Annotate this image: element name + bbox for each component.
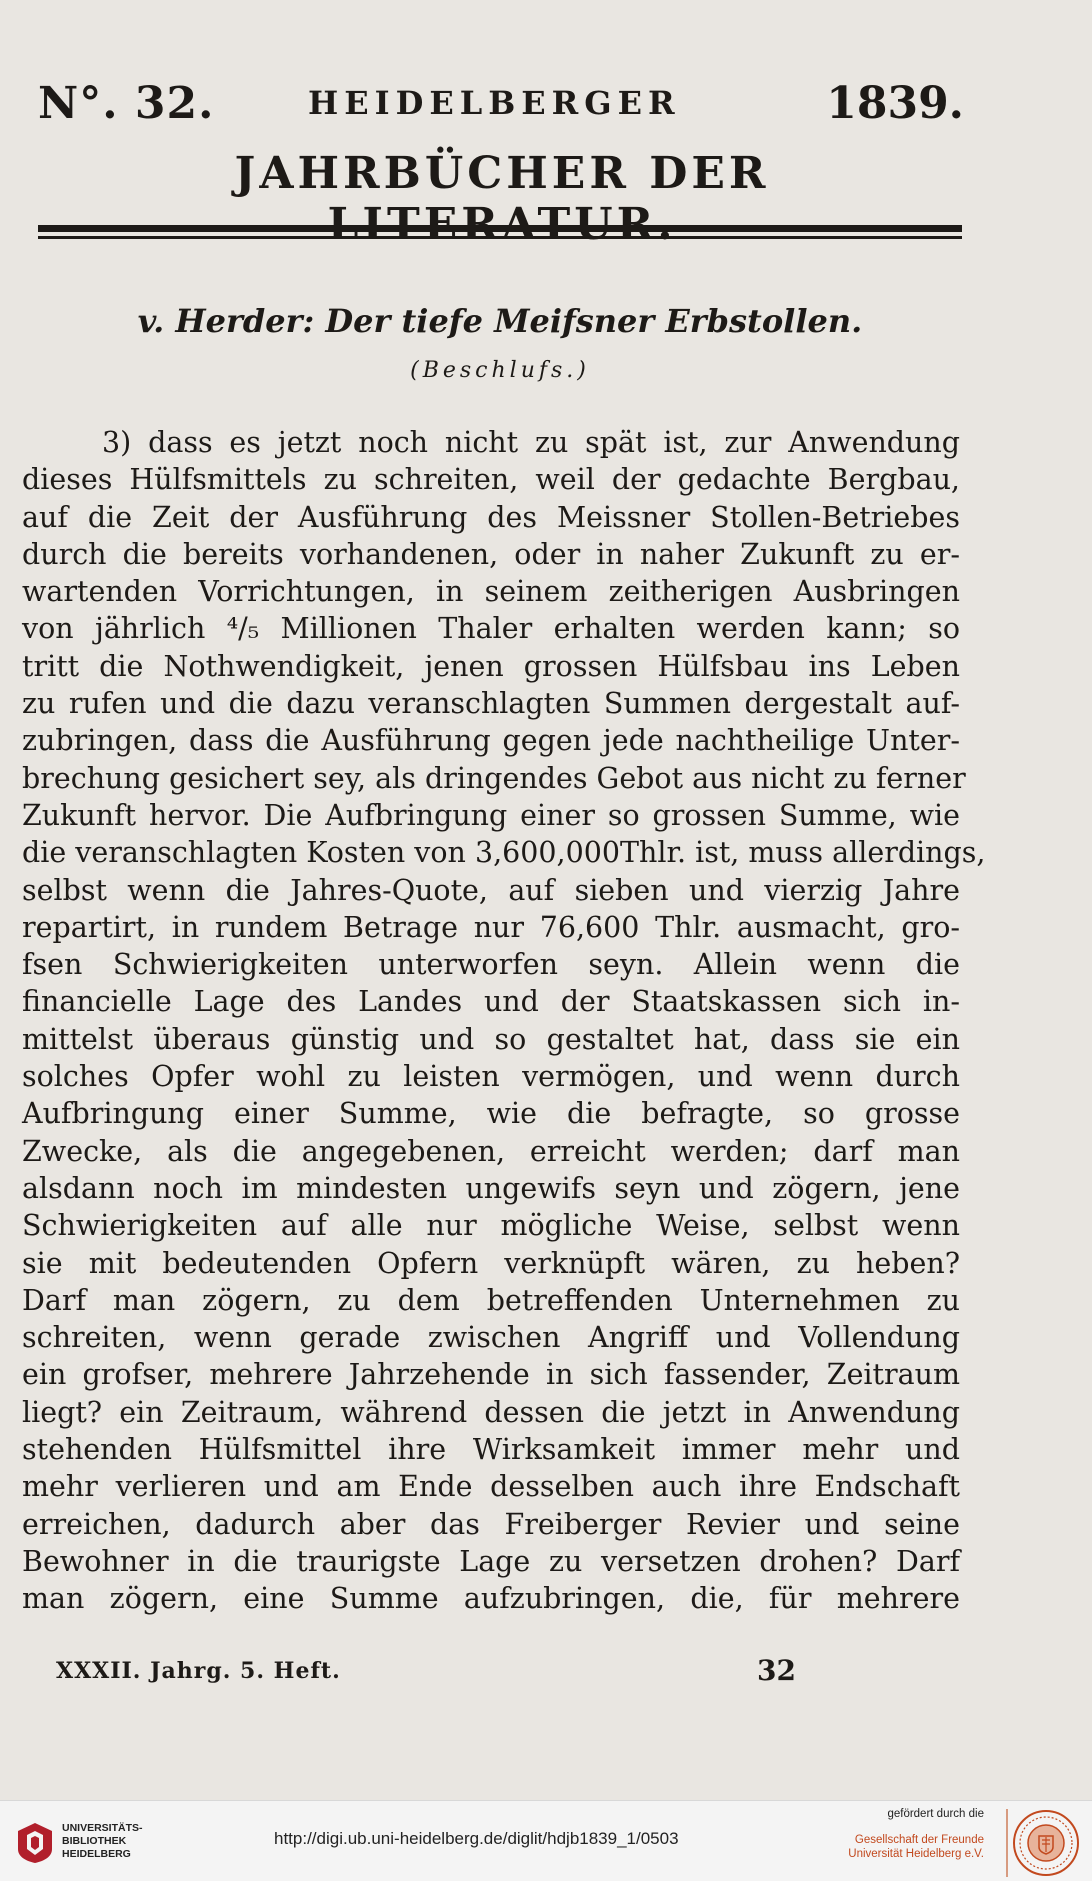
text-line: selbst wenn die Jahres-Quote, auf sieben und vierzig Jahre <box>22 873 960 907</box>
header-year: 1839. <box>826 78 964 129</box>
article-body <box>22 424 986 1618</box>
university-seal-icon <box>1012 1809 1080 1877</box>
sponsor-lead: gefördert durch die <box>887 1808 984 1820</box>
text-line: Aufbringung einer Summe, wie die befragte, so grosse <box>22 1097 960 1131</box>
text-line: Schwierigkeiten auf alle nur mögliche Weise, selbst wenn <box>22 1209 960 1243</box>
sponsor-org-line-1: Gesellschaft der Freunde <box>854 1834 984 1846</box>
text-line: fsen Schwierigkeiten unterworfen seyn. Allein wenn die <box>22 948 960 982</box>
page-number: 32 <box>757 1654 796 1687</box>
page-footer <box>56 1654 796 1698</box>
library-line-3: HEIDELBERG <box>62 1848 131 1860</box>
text-line: solches Opfer wohl zu leisten vermögen, und wenn durch <box>22 1060 960 1094</box>
journal-title: JAHRBÜCHER DER <box>234 148 770 199</box>
signature-mark: XXXII. Jahrg. 5. Heft. <box>56 1658 341 1684</box>
text-line: man zögern, eine Summe aufzubringen, die, für mehrere <box>22 1582 960 1616</box>
library-line-2: BIBLIOTHEK <box>62 1835 127 1847</box>
text-line: von jährlich ⁴/₅ Millionen Thaler erhalten werden kann; so <box>22 612 960 646</box>
text-line: repartirt, in rundem Betrage nur 76,600 Thlr. ausmacht, gro- <box>22 910 960 944</box>
text-line: stehenden Hülfsmittel ihre Wirksamkeit immer mehr und <box>22 1433 960 1467</box>
text-line: Zukunft hervor. Die Aufbringung einer so grossen Summe, wie <box>22 798 960 832</box>
text-line: dieses Hülfsmittels zu schreiten, weil der gedachte Bergbau, <box>22 463 960 497</box>
text-line: auf die Zeit der Ausführung des Meissner Stollen-Betriebes <box>22 500 960 534</box>
text-line: liegt? ein Zeitraum, während dessen die jetzt in Anwendung <box>22 1395 960 1429</box>
issue-number: N°. 32. <box>38 78 215 129</box>
text-line: Darf man zögern, zu dem betreffenden Unternehmen zu <box>22 1283 960 1317</box>
sponsor-credit[interactable] <box>848 1807 984 1861</box>
text-line: alsdann noch im mindesten ungewifs seyn und zögern, jene <box>22 1171 960 1205</box>
article-title: v. Herder: Der tiefe Meifsner Erbstollen. <box>137 302 863 340</box>
text-line: financielle Lage des Landes und der Staatskassen sich in- <box>22 985 960 1019</box>
text-line: durch die bereits vorhandenen, oder in naher Zukunft zu er- <box>22 537 960 571</box>
sponsor-org-line-2: Universität Heidelberg e.V. <box>848 1848 984 1860</box>
text-line: ein grofser, mehrere Jahrzehende in sich fassender, Zeitraum <box>22 1358 960 1392</box>
header-rule-thick <box>38 225 962 232</box>
header-rule-thin <box>38 236 962 239</box>
header-title: HEIDELBERGER <box>308 84 681 122</box>
text-line: Zwecke, als die angegebenen, erreicht werden; darf man <box>22 1134 960 1168</box>
text-line: schreiten, wenn gerade zwischen Angriff und Vollendung <box>22 1321 960 1355</box>
library-name[interactable] <box>62 1822 143 1861</box>
text-line: brechung gesichert sey, als dringendes Gebot aus nicht zu ferner <box>22 761 966 795</box>
text-line: sie mit bedeutenden Opfern verknüpft wären, zu heben? <box>22 1246 960 1280</box>
library-line-1: UNIVERSITÄTS- <box>62 1822 143 1834</box>
text-line: 3) dass es jetzt noch nicht zu spät ist, zur Anwendung <box>102 426 960 459</box>
text-line: mittelst überaus günstig und so gestaltet hat, dass sie ein <box>22 1022 960 1056</box>
text-line: tritt die Nothwendigkeit, jenen grossen Hülfsbau ins Leben <box>22 649 960 683</box>
viewer-footer-bar <box>0 1800 1092 1881</box>
article-subtitle: (Beschlufs.) <box>410 358 590 383</box>
permalink-url[interactable]: http://digi.ub.uni-heidelberg.de/diglit/hdjb1839_1/0503 <box>274 1829 679 1848</box>
text-line: mehr verlieren und am Ende desselben auch ihre Endschaft <box>22 1470 960 1504</box>
running-header <box>38 78 964 138</box>
text-line: zu rufen und die dazu veranschlagten Summen dergestalt auf- <box>22 687 960 721</box>
text-line: erreichen, dadurch aber das Freiberger Revier und seine <box>22 1507 960 1541</box>
text-line: wartenden Vorrichtungen, in seinem zeitherigen Ausbringen <box>22 575 960 609</box>
sponsor-divider <box>1006 1809 1008 1877</box>
text-line: zubringen, dass die Ausführung gegen jede nachtheilige Unter- <box>22 724 960 758</box>
library-logo-icon[interactable] <box>12 1819 58 1865</box>
text-line: Bewohner in die traurigste Lage zu versetzen drohen? Darf <box>22 1544 960 1578</box>
text-line: die veranschlagten Kosten von 3,600,000Thlr. ist, muss allerdings, <box>22 836 986 870</box>
